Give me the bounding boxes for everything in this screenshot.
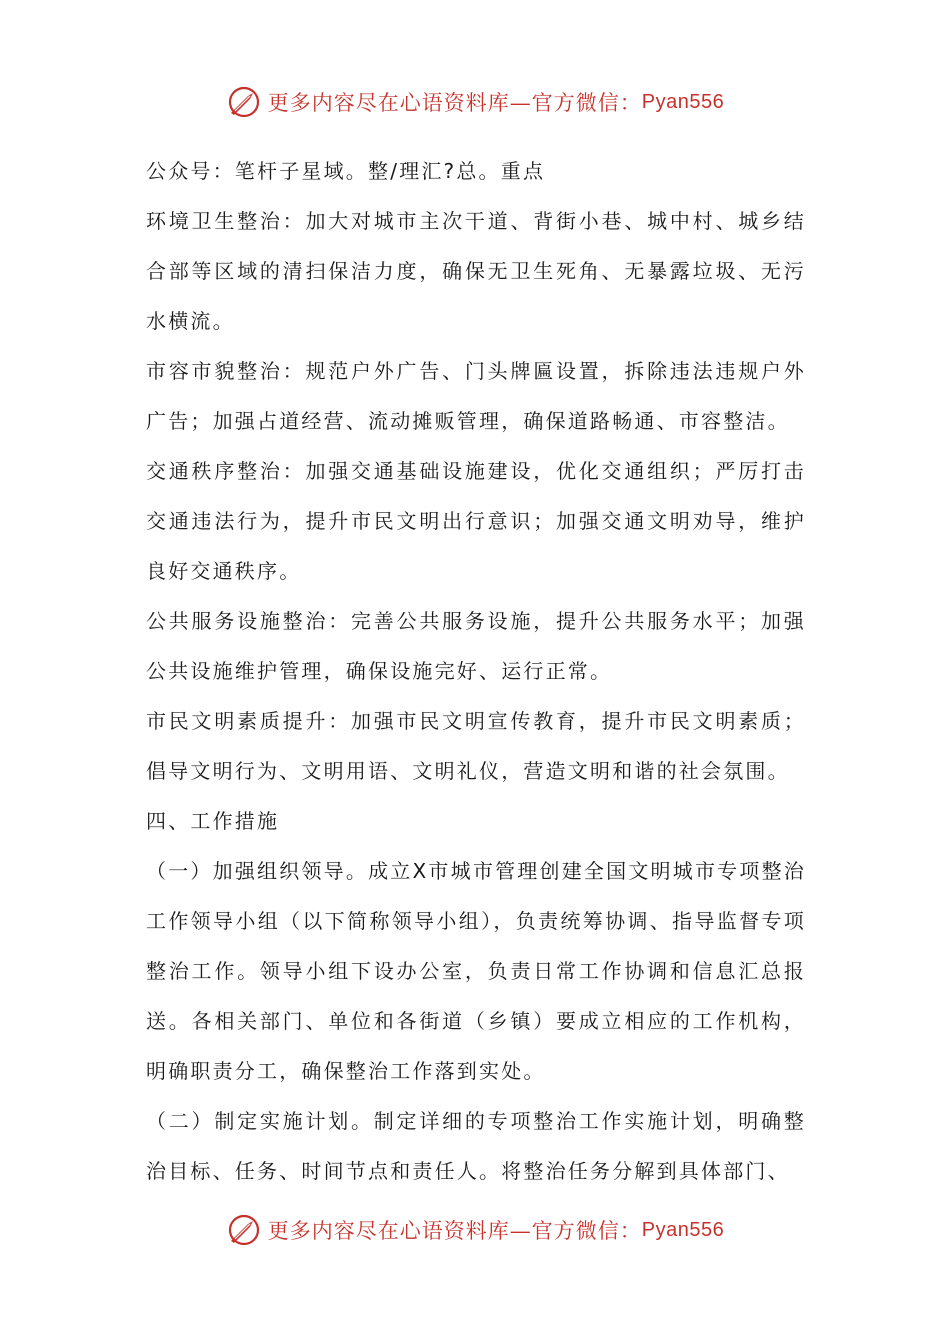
header-wechat-id: Pyan556 [641, 90, 725, 113]
footer-banner-text: 更多内容尽在心语资料库—官方微信： [267, 1219, 642, 1243]
header-banner-text: 更多内容尽在心语资料库—官方微信： [267, 91, 642, 115]
paragraph: 公共服务设施整治：完善公共服务设施，提升公共服务水平；加强公共设施维护管理，确保设施完好、运行正常。 [146, 609, 806, 683]
paragraph: 市容市貌整治：规范户外广告、门头牌匾设置，拆除违法违规户外广告；加强占道经营、流动摊贩管理，确保道路畅通、市容整洁。 [146, 359, 806, 433]
paragraph: 公众号：笔杆子星域。整/理汇?总。重点 [146, 159, 546, 183]
header-banner [0, 82, 950, 122]
pen-nib-logo-icon [226, 84, 262, 120]
paragraph: 交通秩序整治：加强交通基础设施建设，优化交通组织；严厉打击交通违法行为，提升市民文明出行意识；加强交通文明劝导，维护良好交通秩序。 [146, 459, 806, 583]
paragraph: 环境卫生整治：加大对城市主次干道、背街小巷、城中村、城乡结合部等区域的清扫保洁力度，确保无卫生死角、无暴露垃圾、无污水横流。 [146, 209, 806, 333]
paragraph: （二）制定实施计划。制定详细的专项整治工作实施计划，明确整治目标、任务、时间节点和责任人。将整治任务分解到具体部门、 [146, 1109, 806, 1183]
pen-nib-logo-icon [226, 1212, 262, 1248]
document-body [146, 146, 806, 1196]
section-heading: 四、工作措施 [146, 809, 280, 833]
paragraph: （一）加强组织领导。成立X市城市管理创建全国文明城市专项整治工作领导小组（以下简称领导小组），负责统筹协调、指导监督专项整治工作。领导小组下设办公室，负责日常工作协调和信息汇总报送。各相关部门、单位和各街道（乡镇）要成立相应的工作机构，明确职责分工，确保整治工作落到实处。 [146, 859, 806, 1083]
paragraph: 市民文明素质提升：加强市民文明宣传教育，提升市民文明素质；倡导文明行为、文明用语、文明礼仪，营造文明和谐的社会氛围。 [146, 709, 806, 783]
footer-wechat-id: Pyan556 [641, 1218, 725, 1241]
footer-banner [0, 1210, 950, 1250]
